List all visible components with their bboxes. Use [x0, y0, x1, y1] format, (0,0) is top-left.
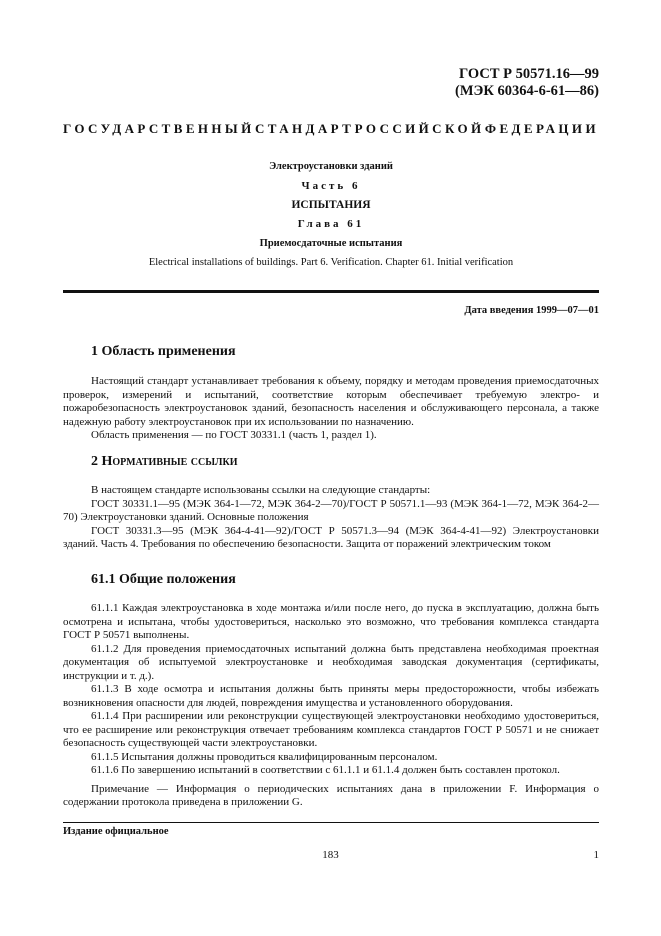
section-references-body [63, 484, 599, 552]
doc-title-line: Электроустановки зданий [269, 161, 393, 172]
doc-chapter: Глава 61 [297, 218, 365, 230]
paragraph: 61.1.2 Для проведения приемосдаточных испытаний должна быть представлена необходимая проектная документация об испытуемой электроустановке и необходимая заводская документация (сертификаты, инструкции и т. д.). [63, 642, 599, 682]
state-standard-title [63, 121, 599, 137]
standard-number-block [455, 66, 599, 100]
footer-divider [63, 822, 599, 823]
paragraph: Область применения — по ГОСТ 30331.1 (часть 1, раздел 1). [91, 429, 377, 441]
paragraph: 61.1.3 В ходе осмотра и испытания должны быть приняты меры предосторожности, чтобы избежать возникновения опасности для людей, повреждения имущества и установленного оборудования. [63, 683, 599, 709]
title-divider [63, 290, 599, 293]
doc-english-title: Electrical installations of buildings. Part 6. Verification. Chapter 61. Initial verification [148, 257, 514, 268]
paragraph: 61.1.4 При расширении или реконструкции существующей электроустановки необходимо удостовериться, что ее расширение или реконструкция отвечает требованиям комплекса стандартов ГОСТ Р 50571 и не снижает безопасность существующей части электроустановки. [63, 710, 599, 749]
paragraph: 61.1.6 По завершению испытаний в соответствии с 61.1.1 и 61.1.4 должен быть составлен протокол. [91, 764, 560, 776]
paragraph: В настоящем стандарте использованы ссылки на следующие стандарты: [91, 484, 431, 496]
section-number: 2 [91, 454, 98, 469]
paragraph: 61.1.1 Каждая электроустановка в ходе монтажа и/или после него, до пуска в эксплуатацию, должна быть осмотрена и испытана, чтобы удостовериться, насколько это возможно, что требования комплекса стандарта ГОСТ Р 50571 выполнены. [63, 602, 599, 641]
paragraph: ГОСТ 30331.3—95 (МЭК 364-4-41—92)/ГОСТ Р 50571.3—94 (МЭК 364-4-41—92) Электроустановки зданий. Часть 4. Требования по обеспечению безопасности. Защита от поражений электрическим током [63, 524, 599, 550]
section-heading-general: 61.1 Общие положения [91, 572, 236, 587]
intro-date: Дата введения 1999—07—01 [464, 305, 599, 316]
state-standard-word: ГОСУДАРСТВЕННЫЙ [63, 121, 255, 136]
paragraph: ГОСТ 30331.1—95 (МЭК 364-1—72, МЭК 364-2—70)/ГОСТ Р 50571.1—93 (МЭК 364-1—72, МЭК 364-2—70) Электроустановки зданий. Основные положения [63, 497, 599, 523]
standard-number: ГОСТ Р 50571.16—99 [459, 66, 599, 82]
note: Примечание — Информация о периодических испытаниях дана в приложении F. Информация о содержании протокола приведена в приложении G. [63, 782, 599, 808]
page-number: 183 [322, 849, 339, 861]
paragraph: 61.1.5 Испытания должны проводиться квалифицированным персоналом. [91, 750, 438, 763]
sheet-number: 1 [593, 849, 599, 861]
section-general-body [63, 602, 599, 810]
official-edition-label: Издание официальное [63, 826, 169, 837]
doc-chapter-title: Приемосдаточные испытания [259, 238, 403, 249]
section-title: Нормативные ссылки [101, 454, 238, 469]
paragraph: Настоящий стандарт устанавливает требования к объему, порядку и методам проведения приемосдаточных проверок, измерений и испытаний, соответствие которым обеспечивает требуемую электро- и пожаробезопасность электроустановок зданий, безопасность населения и обслуживающего персонала, а также надежную работу электроустановок при их использовании по назначению. [63, 375, 599, 428]
iec-number: (МЭК 60364-6-61—86) [455, 83, 599, 99]
doc-part-title: ИСПЫТАНИЯ [291, 199, 371, 211]
section-scope-body [63, 375, 599, 443]
state-standard-word: СТАНДАРТ [255, 121, 355, 136]
section-heading-references [91, 454, 238, 470]
state-standard-word: ФЕДЕРАЦИИ [484, 121, 599, 136]
section-heading-scope: 1 Область применения [91, 344, 236, 359]
doc-part: Часть 6 [301, 180, 361, 192]
state-standard-word: РОССИЙСКОЙ [354, 121, 485, 136]
